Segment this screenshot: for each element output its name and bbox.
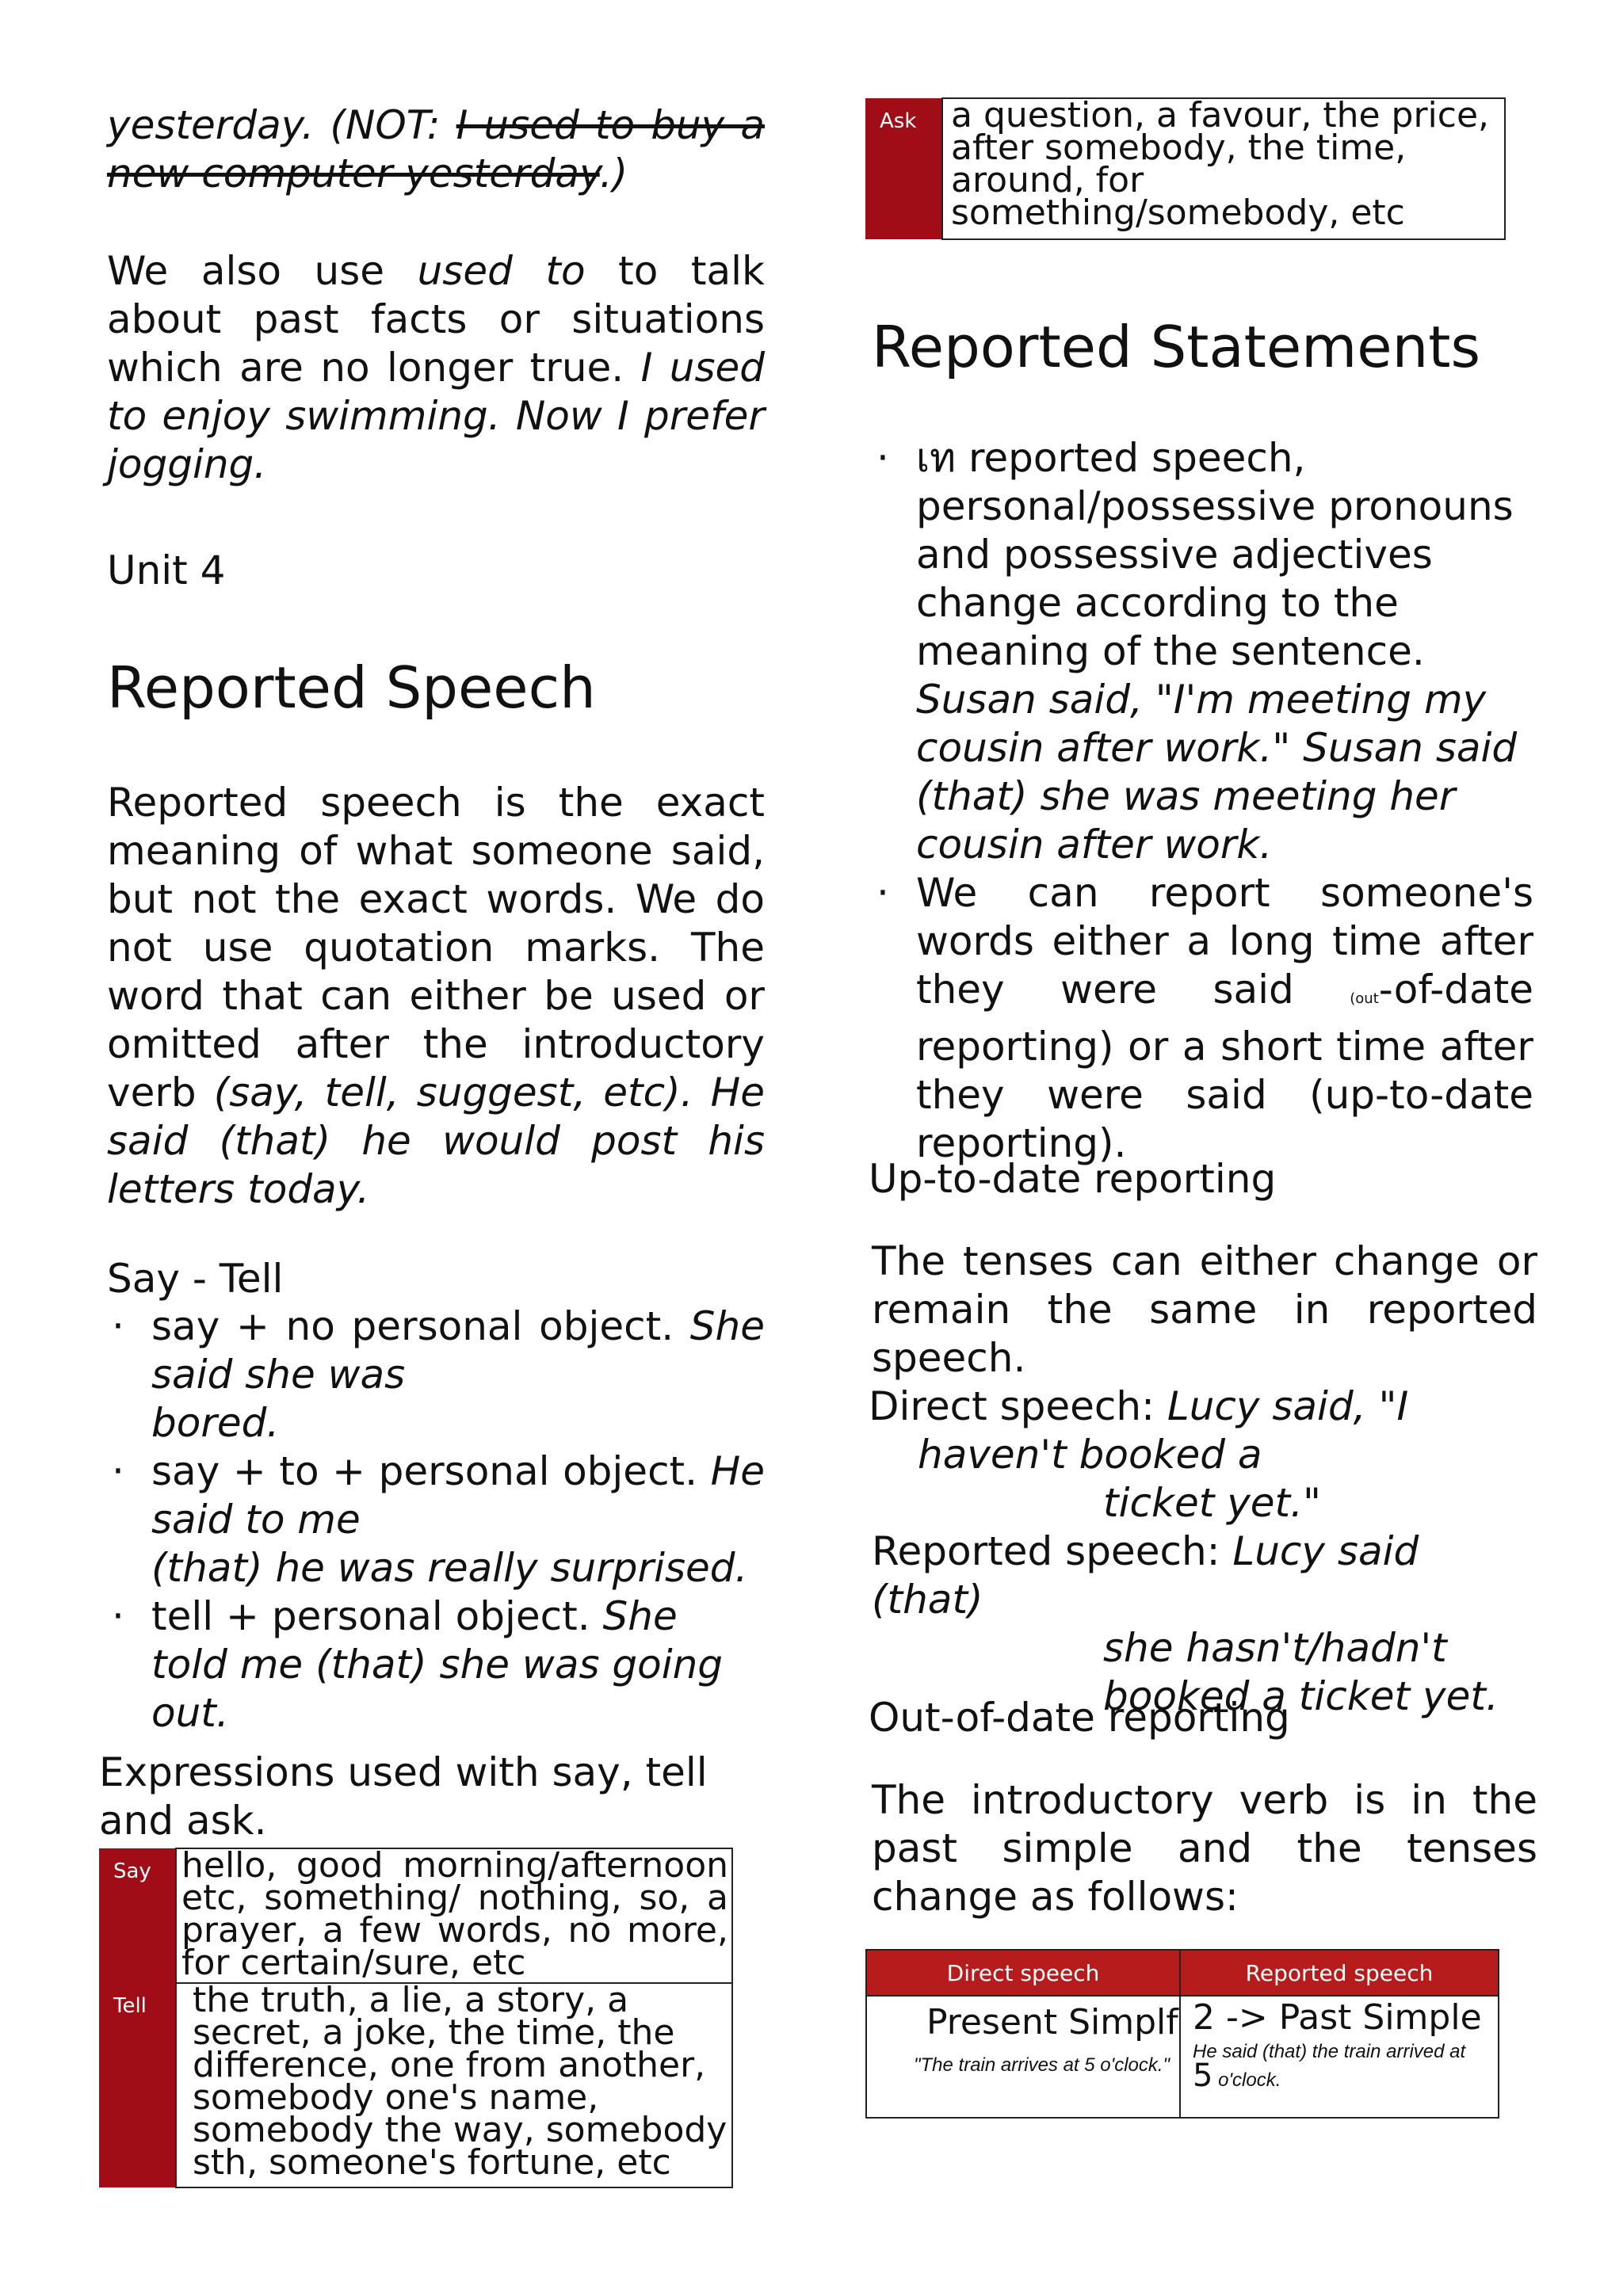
expressions-title: Expressions used with say, tell and ask. <box>99 1749 708 1844</box>
struck-example: I used to buy a new computer yesterday <box>107 102 766 196</box>
list-item: · เท reported speech, personal/possessive pronouns and possessive adjectives change according to the meaning of the sentence. Susan said, "I'm meeting my cousin after work." Susan said (that) she was meeting her cousin after work. <box>872 434 1533 869</box>
list-item: · We can report someone's words either a long time after they were said (out-of-date reporting) or a short time after they were said (up-to-date reporting). <box>872 869 1533 1168</box>
list-item: · say + no personal object. She said she was bored. <box>107 1302 765 1447</box>
say-tell-title: Say - Tell <box>107 1256 284 1302</box>
table-row <box>866 1950 1499 1996</box>
header-reported-speech: Reported speech <box>1180 1950 1499 1996</box>
heading-reported-statements: Reported Statements <box>872 314 1480 380</box>
ask-label: Ask <box>865 98 942 239</box>
table-row <box>99 1983 732 2187</box>
header-direct-speech: Direct speech <box>866 1950 1180 1996</box>
cell-reported <box>1180 1996 1499 2118</box>
tell-expressions: the truth, a lie, a story, a secret, a joke, the time, the difference, one from another, somebody one's name, somebody the way, somebody sth, someone's fortune, etc <box>176 1983 732 2187</box>
table-row <box>99 1848 732 1983</box>
paragraph-used-to-note: yesterday. (NOT: I used to buy a new computer yesterday.) <box>107 102 766 196</box>
say-label: Say <box>99 1848 176 1983</box>
paragraph-tenses: The tenses can either change or remain the same in reported speech. <box>872 1238 1537 1381</box>
table-row <box>865 98 1505 239</box>
paragraph-introductory-verb: The introductory verb is in the past simple and the tenses change as follows: <box>872 1777 1537 1920</box>
reported-statements-list <box>872 434 1533 1168</box>
reported-speech-example: Reported speech: Lucy said (that) she hasn't/hadn't booked a ticket yet. <box>872 1528 1499 1719</box>
tense-table <box>865 1949 1499 2119</box>
cell-direct <box>866 1996 1180 2118</box>
list-item: · tell + personal object. She told me (that) she was going out. <box>107 1592 765 1737</box>
expressions-table-say-tell <box>99 1845 733 2188</box>
expressions-table-ask <box>865 97 1506 240</box>
direct-speech-example: Direct speech: Lucy said, "I haven't booked a ticket yet." <box>869 1383 1409 1526</box>
reported-tense: 2 -> Past Simple <box>1193 1997 1482 2038</box>
subheading-up-to-date: Up-to-date reporting <box>869 1156 1277 1202</box>
ask-expressions: a question, a favour, the price, after somebody, the time, around, for something/somebody, etc <box>942 98 1505 239</box>
heading-reported-speech: Reported Speech <box>107 654 596 721</box>
direct-example: "The train arrives at 5 o'clock." <box>914 2054 1170 2076</box>
say-tell-list <box>107 1302 765 1737</box>
unit-label: Unit 4 <box>107 547 226 593</box>
tell-label: Tell <box>99 1983 176 2187</box>
subheading-out-of-date: Out-of-date reporting <box>869 1695 1290 1741</box>
direct-tense: Present Simplf <box>926 2002 1178 2042</box>
paragraph-reported-speech-def: Reported speech is the exact meaning of what someone said, but not the exact words. We do not use quotation marks. The word that can either be used or omitted after the introductory verb (say, tell, suggest, etc). He said (that) he would post his letters today. <box>107 780 765 1212</box>
reported-example: He said (that) the train arrived at 5 o'clock. <box>1193 2041 1466 2094</box>
table-row <box>866 1996 1499 2118</box>
say-expressions: hello, good morning/afternoon etc, something/ nothing, so, a prayer, a few words, no more, for certain/sure, etc <box>176 1848 732 1983</box>
paragraph-used-to-facts: We also use used to to talk about past facts or situations which are no longer true. I used to enjoy swimming. Now I prefer jogging. <box>107 248 766 487</box>
list-item: · say + to + personal object. He said to me (that) he was really surprised. <box>107 1447 765 1592</box>
